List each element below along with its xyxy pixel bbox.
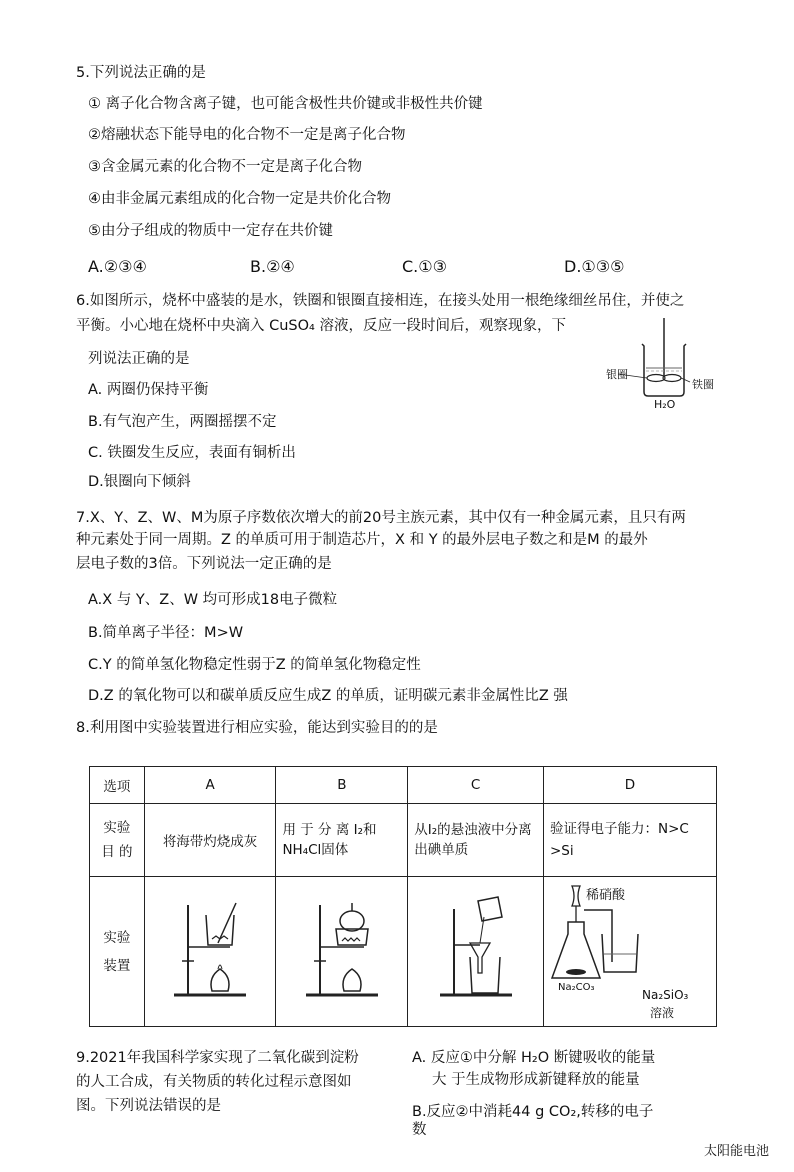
experiment-table: [89, 766, 717, 1027]
header-d: D: [543, 767, 716, 804]
q9-stem-line3: 图。下列说法错误的是: [76, 1098, 221, 1114]
q7-stem-line1: 7.X、Y、Z、W、M为原子序数依次增大的前20号主族元素，其中仅有一种金属元素，且只有两: [76, 510, 686, 526]
q5-item-2: ②熔融状态下能导电的化合物不一定是离子化合物: [88, 127, 406, 143]
table-row-purpose: [90, 804, 717, 877]
nitric-acid-label: 稀硝酸: [585, 887, 625, 903]
solution-label: 溶液: [649, 1005, 674, 1020]
device-label: [90, 877, 145, 1027]
table-row-device: [90, 877, 717, 1027]
crucible-apparatus-icon: [160, 895, 260, 1005]
sodium-silicate-label: Na₂SiO₃: [641, 987, 689, 1002]
purpose-c: 从I₂的悬浊液中分离出碘单质: [408, 804, 544, 877]
purpose-b: 用 于 分 离 I₂和 NH₄Cl固体: [276, 804, 408, 877]
sublimation-apparatus-icon: [292, 895, 392, 1005]
q9-stem-line1: 9.2021年我国科学家实现了二氧化碳到淀粉: [76, 1050, 359, 1066]
device-label-line1: 实验: [103, 929, 131, 946]
q5-option-b: B.②④: [250, 257, 295, 276]
q7-stem-line3: 层电子数的3倍。下列说法一定正确的是: [76, 556, 332, 572]
purpose-a: 将海带灼烧成灰: [144, 804, 276, 877]
q7-option-d: D.Z 的氧化物可以和碳单质反应生成Z 的单质，证明碳元素非金属性比Z 强: [88, 688, 568, 704]
q5-item-3: ③含金属元素的化合物不一定是离子化合物: [88, 159, 362, 175]
q6-option-d: D.银圈向下倾斜: [88, 474, 191, 490]
q5-option-c: C.①③: [402, 257, 447, 276]
q7-option-c: C.Y 的简单氢化物稳定性弱于Z 的简单氢化物稳定性: [88, 657, 421, 673]
q6-option-b: B.有气泡产生，两圈摇摆不定: [88, 414, 277, 430]
q5-item-5: ⑤由分子组成的物质中一定存在共价键: [88, 223, 333, 239]
iron-ring-label: 铁圈: [692, 378, 714, 391]
q6-option-a: A. 两圈仍保持平衡: [88, 382, 209, 398]
device-a: [144, 877, 276, 1027]
purpose-label-line2: 目 的: [101, 844, 133, 860]
q6-beaker-figure: [606, 318, 722, 414]
water-label: H₂O: [654, 398, 676, 411]
header-option: 选项: [90, 767, 145, 804]
q9-option-a-line2: 大 于生成物形成新键释放的能量: [432, 1072, 640, 1088]
q9-option-b-line1: B.反应②中消耗44 g CO₂,转移的电子: [412, 1104, 654, 1120]
q6-stem-line3: 列说法正确的是: [88, 351, 190, 367]
q6-option-c: C. 铁圈发生反应，表面有铜析出: [88, 445, 296, 461]
q9-option-a-line1: A. 反应①中分解 H₂O 断键吸收的能量: [412, 1050, 656, 1066]
q5-option-a: A.②③④: [88, 257, 147, 276]
header-c: C: [408, 767, 544, 804]
solar-cell-label: 太阳能电池: [704, 1144, 770, 1159]
q6-stem-line1: 6.如图所示，烧杯中盛装的是水，铁圈和银圈直接相连，在接头处用一根绝缘细丝吊住，并使之: [76, 293, 685, 309]
device-b: [276, 877, 408, 1027]
device-label-line2: 装置: [103, 957, 131, 974]
q8-stem: 8.利用图中实验装置进行相应实验，能达到实验目的的是: [76, 720, 438, 736]
sodium-carbonate-label: Na₂CO₃: [557, 981, 595, 993]
q9-stem-line2: 的人工合成，有关物质的转化过程示意图如: [76, 1074, 352, 1090]
purpose-label-line1: 实验: [103, 820, 131, 836]
q7-option-b: B.简单离子半径：M>W: [88, 625, 244, 641]
q5-option-d: D.①③⑤: [564, 257, 625, 276]
purpose-label: [90, 804, 145, 877]
device-c: [408, 877, 544, 1027]
header-a: A: [144, 767, 276, 804]
q5-item-1: ① 离子化合物含离子键，也可能含极性共价键或非极性共价键: [88, 96, 483, 112]
filtration-apparatus-icon: [426, 895, 526, 1005]
silver-ring-label: 银圈: [606, 368, 628, 381]
header-b: B: [276, 767, 408, 804]
q7-option-a: A.X 与 Y、Z、W 均可形成18电子微粒: [88, 592, 338, 608]
q6-stem-line2: 平衡。小心地在烧杯中央滴入 CuSO₄ 溶液，反应一段时间后，观察现象，下: [76, 318, 566, 334]
table-header-row: [90, 767, 717, 804]
device-d: [543, 877, 716, 1027]
q5-stem: 5.下列说法正确的是: [76, 65, 206, 81]
q5-item-4: ④由非金属元素组成的化合物一定是共价化合物: [88, 191, 391, 207]
q9-option-b-line2: 数: [412, 1122, 427, 1138]
q7-stem-line2: 种元素处于同一周期。Z 的单质可用于制造芯片，X 和 Y 的最外层电子数之和是M 的最外: [76, 532, 648, 548]
purpose-d: 验证得电子能力：N>C >Si: [543, 804, 716, 877]
